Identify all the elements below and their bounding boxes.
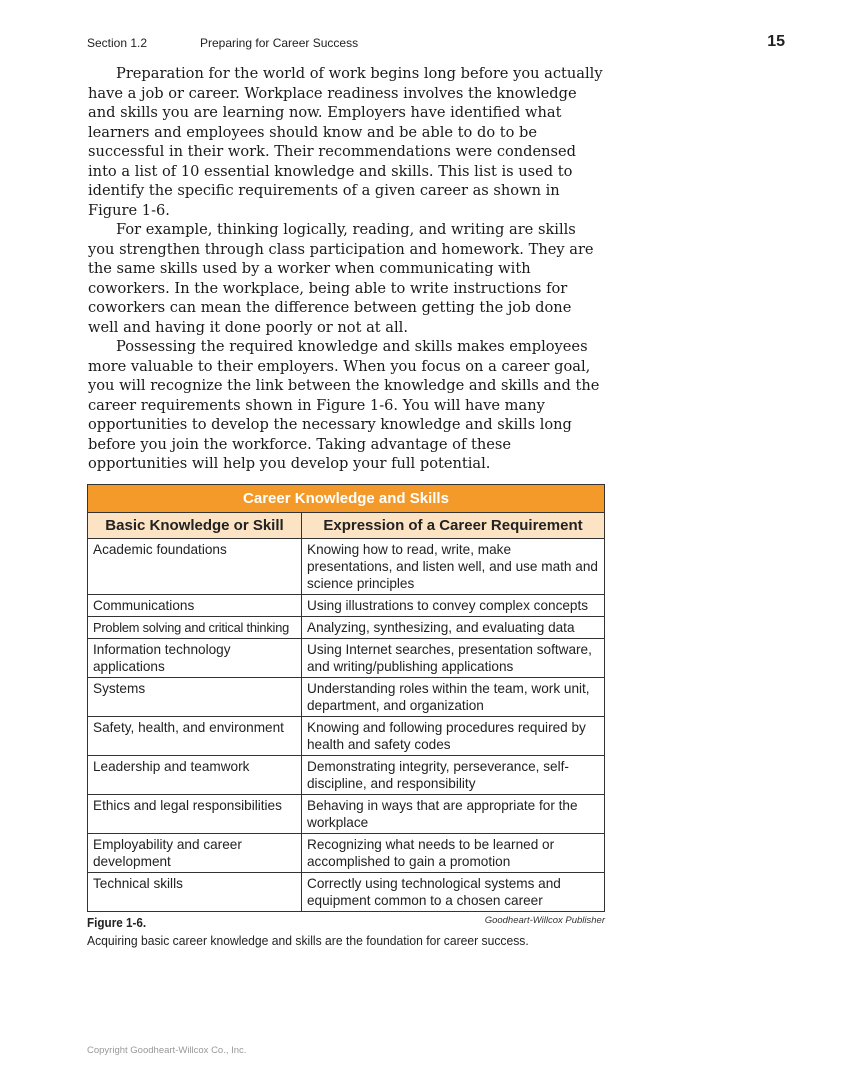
skill-cell: Leadership and teamwork xyxy=(88,756,302,795)
table-row xyxy=(88,595,605,617)
copyright-notice: Copyright Goodheart-Willcox Co., Inc. xyxy=(87,1045,247,1056)
table-header-row xyxy=(88,513,605,539)
skill-cell: Communications xyxy=(88,595,302,617)
skill-cell: Employability and career development xyxy=(88,834,302,873)
paragraph: For example, thinking logically, reading, and writing are skills you strengthen through class participation and homework. They are the same skills used by a worker when communicating with coworkers. In the workplace, being able to write instructions for coworkers can mean the difference between getting the job done well and having it done poorly or not at all. xyxy=(88,221,594,336)
section-title: Preparing for Career Success xyxy=(200,36,359,50)
table-row xyxy=(88,834,605,873)
skill-cell: Systems xyxy=(88,678,302,717)
figure-credit: Goodheart-Willcox Publisher xyxy=(484,915,605,926)
figure-caption-text: Acquiring basic career knowledge and skills are the foundation for career success. xyxy=(87,933,529,948)
table-title-row xyxy=(88,485,605,513)
requirement-cell: Demonstrating integrity, perseverance, self-discipline, and responsibility xyxy=(302,756,605,795)
column-header-skill: Basic Knowledge or Skill xyxy=(88,513,302,539)
skill-cell: Safety, health, and environment xyxy=(88,717,302,756)
page-number: 15 xyxy=(767,33,785,50)
table-row xyxy=(88,539,605,595)
running-header xyxy=(87,33,787,52)
paragraph: Possessing the required knowledge and skills makes employees more valuable to their employers. When you focus on a career goal, you will recognize the link between the knowledge and skills and the career requirements shown in Figure 1-6. You will have many opportunities to develop the necessary knowledge and skills long before you join the workforce. Taking advantage of these opportunities will help you develop your full potential. xyxy=(88,338,600,472)
requirement-cell: Behaving in ways that are appropriate for the workplace xyxy=(302,795,605,834)
skill-cell: Academic foundations xyxy=(88,539,302,595)
requirement-cell: Correctly using technological systems and equipment common to a chosen career xyxy=(302,873,605,912)
requirement-cell: Recognizing what needs to be learned or accomplished to gain a promotion xyxy=(302,834,605,873)
table-row xyxy=(88,756,605,795)
requirement-cell: Analyzing, synthesizing, and evaluating data xyxy=(302,617,605,639)
requirement-cell: Understanding roles within the team, work unit, department, and organization xyxy=(302,678,605,717)
table-row xyxy=(88,617,605,639)
paragraph: Preparation for the world of work begins long before you actually have a job or career. Workplace readiness involves the knowledge and skills you are learning now. Employers have identified what learners and employees should know and be able to do to be successful in their work. Their recommendations were condensed into a list of 10 essential knowledge and skills. This list is used to identify the specific requirements of a given career as shown in Figure 1-6. xyxy=(88,65,603,219)
table-row xyxy=(88,873,605,912)
skill-cell: Ethics and legal responsibilities xyxy=(88,795,302,834)
skill-cell: Technical skills xyxy=(88,873,302,912)
column-header-requirement: Expression of a Career Requirement xyxy=(302,513,605,539)
section-label: Section 1.2 xyxy=(87,36,148,50)
requirement-cell: Using illustrations to convey complex concepts xyxy=(302,595,605,617)
table-row xyxy=(88,639,605,678)
requirement-cell: Knowing and following procedures required by health and safety codes xyxy=(302,717,605,756)
table-row xyxy=(88,678,605,717)
figure-caption xyxy=(87,914,605,950)
body-text xyxy=(88,64,604,474)
career-skills-table xyxy=(87,484,605,912)
requirement-cell: Using Internet searches, presentation software, and writing/publishing applications xyxy=(302,639,605,678)
requirement-cell: Knowing how to read, write, make presentations, and listen well, and use math and science principles xyxy=(302,539,605,595)
skill-cell: Problem solving and critical thinking xyxy=(88,617,302,639)
table-title: Career Knowledge and Skills xyxy=(88,485,605,513)
table-row xyxy=(88,795,605,834)
skill-cell: Information technology applications xyxy=(88,639,302,678)
figure-label: Figure 1-6. xyxy=(87,915,147,930)
table-row xyxy=(88,717,605,756)
